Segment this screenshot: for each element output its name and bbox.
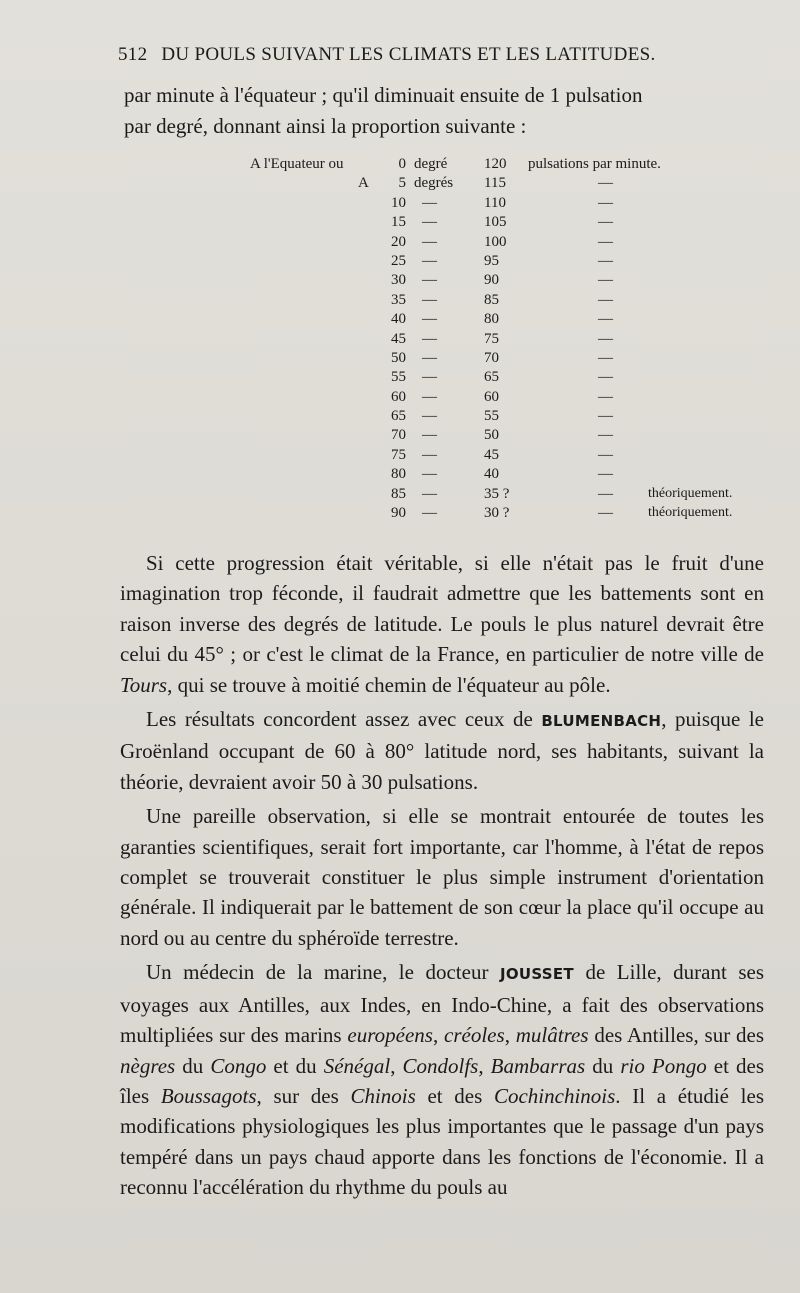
author-name: JOUSSET — [499, 965, 574, 984]
pulsation-value: 45 — [484, 446, 499, 463]
ditto-dash: — — [422, 272, 437, 289]
ditto-dash: — — [598, 330, 613, 347]
degree-value: 75 — [391, 446, 406, 463]
running-header — [118, 44, 758, 66]
degree-value: 25 — [391, 252, 406, 269]
ditto-dash: — — [598, 252, 613, 269]
table-row — [250, 331, 770, 350]
italic-run: rio Pongo — [620, 1053, 707, 1078]
ditto-dash: — — [598, 505, 613, 522]
ditto-dash: — — [422, 311, 437, 328]
text-run: Si cette progression était véritable, si elle n'était pas le fruit d'une imagination trop féconde, il faudrait admettre que les battements sont en raison inverse des degrés de latitude. Le pouls le plus naturel devrait être celui du 45° ; or c'est le climat de la France, en particulier de notre ville de — [120, 551, 764, 667]
ditto-dash: — — [422, 427, 437, 444]
table-row — [250, 253, 770, 272]
degree-value: 30 — [391, 272, 406, 289]
row-prefix: A l'Equateur ou — [250, 156, 344, 172]
pulsation-value: 75 — [484, 330, 499, 347]
pulsation-value: 110 — [484, 194, 506, 211]
degree-value: 90 — [391, 505, 406, 522]
pulsation-value: 30 ? — [484, 505, 510, 522]
degree-value: 0 — [398, 156, 406, 172]
intro-line: par degré, donnant ainsi la proportion suivante : — [124, 114, 527, 138]
degree-value: 45 — [391, 330, 406, 347]
ditto-dash: — — [598, 175, 613, 192]
running-title: DU POULS SUIVANT LES CLIMATS ET LES LATITUDES. — [161, 44, 656, 65]
ditto-dash: — — [422, 369, 437, 386]
table-row — [250, 272, 770, 291]
text-run: Les résultats concordent assez avec ceux de — [146, 707, 542, 732]
pulsation-value: 105 — [484, 214, 507, 231]
italic-run: européens — [347, 1023, 433, 1048]
ditto-dash: — — [598, 233, 613, 250]
table-row — [250, 389, 770, 408]
table-row — [250, 447, 770, 466]
ditto-dash: — — [422, 291, 437, 308]
intro-line: par minute à l'équateur ; qu'il diminuait ensuite de 1 pulsation — [124, 83, 643, 107]
ditto-dash: — — [598, 291, 613, 308]
degree-value: 85 — [391, 485, 406, 502]
ditto-dash: — — [422, 446, 437, 463]
table-row — [250, 195, 770, 214]
latitude-pulse-table — [250, 156, 770, 524]
pulsation-value: 95 — [484, 252, 499, 269]
ditto-dash: — — [422, 194, 437, 211]
ditto-dash: — — [598, 369, 613, 386]
degree-value: 40 — [391, 311, 406, 328]
paragraph — [120, 957, 764, 1202]
degree-value: 70 — [391, 427, 406, 444]
ditto-dash: — — [598, 388, 613, 405]
ditto-dash: — — [422, 233, 437, 250]
table-row — [250, 156, 770, 175]
italic-run: mulâtres — [515, 1023, 589, 1048]
text-run: , sur des — [256, 1083, 351, 1108]
italic-run: Condolfs — [402, 1053, 479, 1078]
text-run: et du — [266, 1053, 324, 1078]
text-run: , — [504, 1023, 516, 1048]
text-run: Une pareille observation, si elle se montrait entourée de toutes les garanties scientifiques, serait fort importante, car l'homme, à l'état de repos complet se trouverait constituer le plus simple instrument d'orientation générale. Il indiquerait par le battement de son cœur la place qu'il occupe au nord ou au centre du sphéroïde terrestre. — [120, 804, 764, 950]
ditto-dash: — — [422, 349, 437, 366]
italic-run: Tours — [120, 672, 168, 697]
pulsation-value: 115 — [484, 175, 506, 192]
ditto-dash: — — [598, 466, 613, 483]
table-row — [250, 369, 770, 388]
text-run: , — [390, 1053, 403, 1078]
pulsation-value: 80 — [484, 311, 499, 328]
table-row — [250, 214, 770, 233]
degree-value: 35 — [391, 291, 406, 308]
table-row — [250, 505, 770, 524]
ditto-dash: — — [598, 408, 613, 425]
pulsation-value: 85 — [484, 291, 499, 308]
italic-run: Boussagots — [160, 1083, 257, 1108]
degree-value: 15 — [391, 214, 406, 231]
ditto-dash: — — [422, 408, 437, 425]
italic-run: Congo — [210, 1053, 267, 1078]
italic-run: Sénégal — [323, 1053, 391, 1078]
text-run: de Lille, durant ses voyages aux Antilles, aux Indes, en Indo-Chine, a fait des observations multipliées sur des marins — [120, 960, 764, 1048]
table-row — [250, 427, 770, 446]
text-run: et des — [415, 1083, 494, 1108]
pulsation-value: 70 — [484, 349, 499, 366]
ditto-dash: — — [598, 427, 613, 444]
ditto-dash: — — [422, 466, 437, 483]
body-text — [120, 548, 764, 1203]
paragraph — [120, 801, 764, 953]
pulsation-value: 65 — [484, 369, 499, 386]
text-run: Un médecin de la marine, le docteur — [146, 960, 500, 985]
text-run: du — [585, 1053, 621, 1078]
ditto-dash: — — [422, 214, 437, 231]
ditto-dash: — — [598, 214, 613, 231]
text-run: , qui se trouve à moitié chemin de l'équateur au pôle. — [167, 672, 611, 697]
table-row — [250, 292, 770, 311]
table-row — [250, 486, 770, 505]
text-run: et des îles — [120, 1053, 764, 1108]
table-row — [250, 466, 770, 485]
italic-run: nègres — [120, 1053, 176, 1078]
pulsation-unit: pulsations par minute. — [528, 156, 661, 172]
pulsation-value: 50 — [484, 427, 499, 444]
ditto-dash: — — [422, 252, 437, 269]
italic-run: Bambarras — [490, 1053, 586, 1078]
table-row — [250, 408, 770, 427]
text-run: du — [175, 1053, 211, 1078]
row-note: théoriquement. — [648, 505, 733, 521]
table-body — [250, 195, 770, 525]
ditto-dash: — — [598, 349, 613, 366]
table-row — [250, 175, 770, 194]
text-run: , — [478, 1053, 491, 1078]
ditto-dash: — — [422, 505, 437, 522]
row-prefix: A — [358, 175, 369, 192]
ditto-dash: — — [598, 446, 613, 463]
page-number: 512 — [118, 44, 148, 65]
degree-value: 50 — [391, 349, 406, 366]
pulsation-value: 60 — [484, 388, 499, 405]
degree-value: 5 — [398, 175, 406, 192]
text-run: , — [432, 1023, 445, 1048]
text-run: . Il a étudié les modifications physiologiques les plus importantes que le passage d'un pays tempéré dans un pays chaud apporte dans les fonctions de l'économie. Il a reconnu l'accélération du rhythme du pouls au — [120, 1083, 764, 1200]
author-name: BLUMENBACH — [541, 712, 662, 731]
table-row — [250, 350, 770, 369]
table-row — [250, 234, 770, 253]
degree-value: 10 — [391, 194, 406, 211]
pulsation-value: 120 — [484, 156, 507, 172]
pulsation-value: 35 ? — [484, 485, 510, 502]
degree-value: 55 — [391, 369, 406, 386]
degree-value: 60 — [391, 388, 406, 405]
italic-run: créoles — [444, 1023, 505, 1048]
paragraph — [120, 704, 764, 797]
ditto-dash: — — [598, 194, 613, 211]
pulsation-value: 55 — [484, 408, 499, 425]
degree-value: 65 — [391, 408, 406, 425]
ditto-dash: — — [598, 272, 613, 289]
degree-value: 20 — [391, 233, 406, 250]
intro-text — [124, 80, 764, 142]
degree-value: 80 — [391, 466, 406, 483]
row-note: théoriquement. — [648, 485, 733, 501]
ditto-dash: — — [598, 311, 613, 328]
ditto-dash: — — [422, 330, 437, 347]
text-run: , puisque le Groënland occupant de 60 à 80° latitude nord, ses habitants, suivant la théorie, devraient avoir 50 à 30 pulsations. — [120, 707, 765, 794]
pulsation-value: 90 — [484, 272, 499, 289]
ditto-dash: — — [598, 485, 613, 502]
ditto-dash: — — [422, 388, 437, 405]
table-row — [250, 311, 770, 330]
italic-run: Chinois — [350, 1083, 416, 1108]
ditto-dash: — — [422, 485, 437, 502]
degree-word: degré — [414, 156, 448, 172]
pulsation-value: 100 — [484, 233, 507, 250]
italic-run: Cochinchinois — [493, 1083, 616, 1108]
pulsation-value: 40 — [484, 466, 499, 483]
degree-word: degrés — [414, 175, 454, 192]
paragraph — [120, 548, 764, 700]
text-run: des Antilles, sur des — [588, 1023, 765, 1048]
